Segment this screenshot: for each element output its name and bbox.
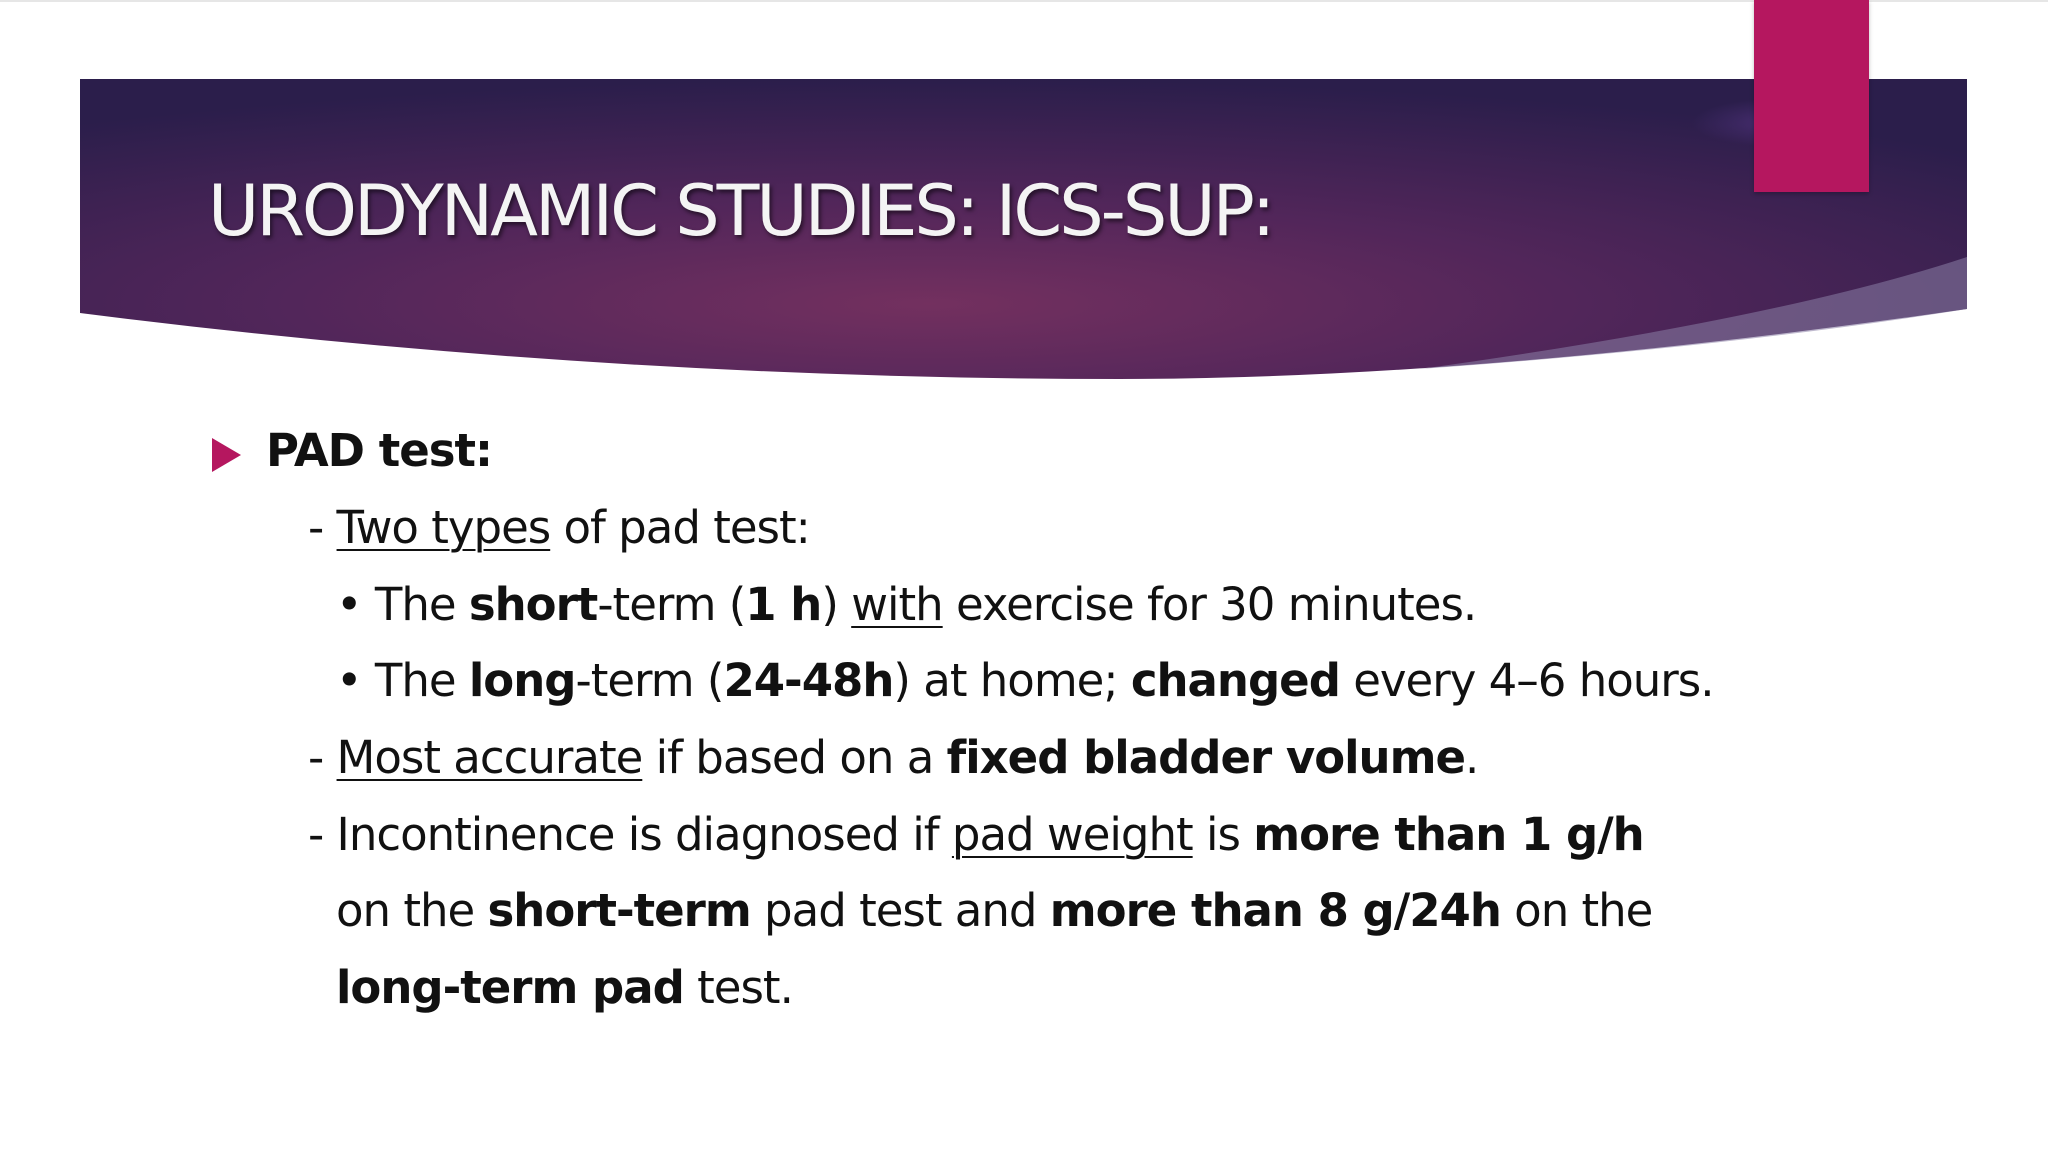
- bullet-heading: PAD test:: [266, 424, 493, 477]
- text-line-2: • The short-term (1 h) with exercise for 30 minutes.: [336, 578, 1477, 631]
- text-line-3: • The long-term (24-48h) at home; changed every 4–6 hours.: [336, 654, 1714, 707]
- text-line-1: - Two types of pad test:: [308, 501, 810, 554]
- triangle-right-icon: [212, 438, 241, 472]
- text-line-7: long-term pad test.: [336, 961, 793, 1014]
- slide-title: URODYNAMIC STUDIES: ICS-SUP:: [208, 170, 1273, 252]
- text-line-5: - Incontinence is diagnosed if pad weight is more than 1 g/h: [308, 808, 1644, 861]
- text-line-6: on the short-term pad test and more than 8 g/24h on the: [336, 884, 1653, 937]
- text-line-4: - Most accurate if based on a fixed bladder volume.: [308, 731, 1479, 784]
